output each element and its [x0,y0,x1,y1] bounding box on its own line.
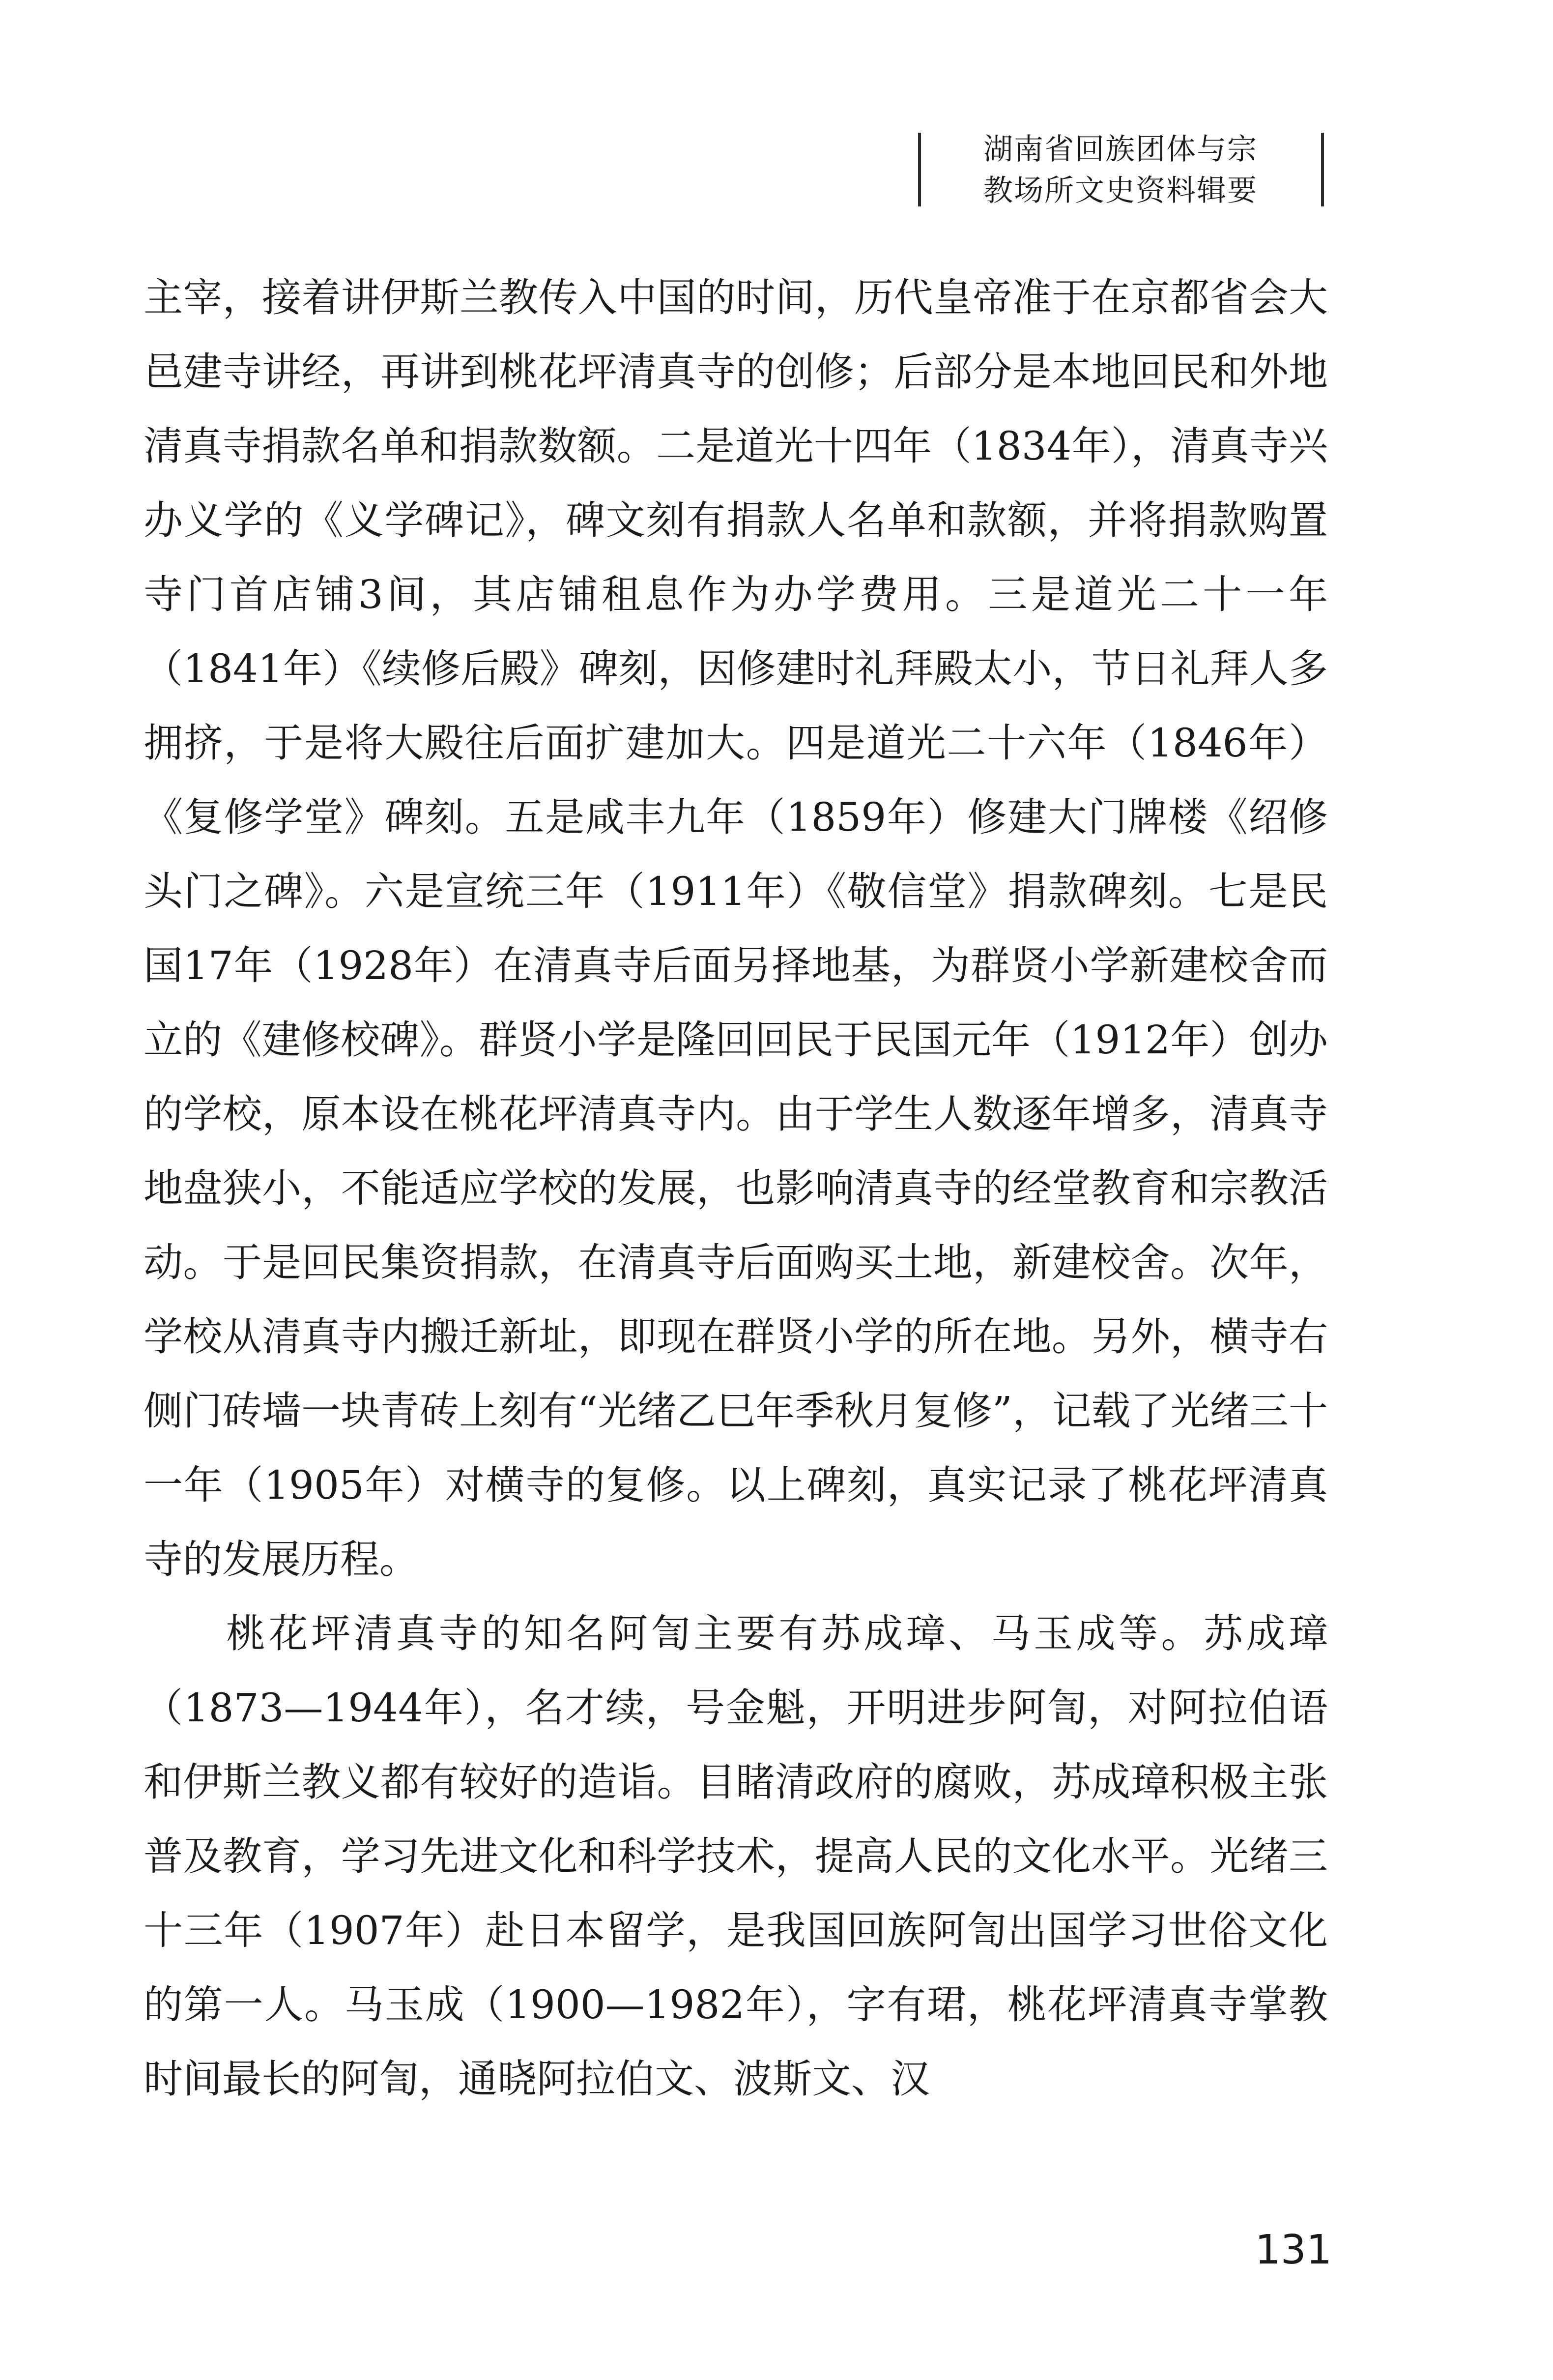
header-rule-right [1321,133,1324,206]
header-rule-left [918,133,921,206]
running-head [934,129,1307,211]
paragraph-continued: 主宰，接着讲伊斯兰教传入中国的时间，历代皇帝准于在京都省会大邑建寺讲经，再讲到桃花坪清真寺的创修；后部分是本地回民和外地清真寺捐款名单和捐款数额。二是道光十四年（1834年），清真寺兴办义学的《义学碑记》，碑文刻有捐款人名单和款额，并将捐款购置寺门首店铺3间，其店铺租息作为办学费用。三是道光二十一年（1841年）《续修后殿》碑刻，因修建时礼拜殿太小，节日礼拜人多拥挤，于是将大殿往后面扩建加大。四是道光二十六年（1846年）《复修学堂》碑刻。五是咸丰九年（1859年）修建大门牌楼《绍修头门之碑》。六是宣统三年（1911年）《敬信堂》捐款碑刻。七是民国17年（1928年）在清真寺后面另择地基，为群贤小学新建校舍而立的《建修校碑》。群贤小学是隆回回民于民国元年（1912年）创办的学校，原本设在桃花坪清真寺内。由于学生人数逐年增多，清真寺地盘狭小，不能适应学校的发展，也影响清真寺的经堂教育和宗教活动。于是回民集资捐款，在清真寺后面购买土地，新建校舍。次年，学校从清真寺内搬迁新址，即现在群贤小学的所在地。另外，横寺右侧门砖墙一块青砖上刻有“光绪乙巳年季秋月复修”，记载了光绪三十一年（1905年）对横寺的复修。以上碑刻，真实记录了桃花坪清真寺的发展历程。 [144,275,1328,1582]
paragraph-imams: 桃花坪清真寺的知名阿訇主要有苏成璋、马玉成等。苏成璋（1873—1944年），名才续，号金魁，开明进步阿訇，对阿拉伯语和伊斯兰教义都有较好的造诣。目睹清政府的腐败，苏成璋积极主张普及教育，学习先进文化和科学技术，提高人民的文化水平。光绪三十三年（1907年）赴日本留学，是我国回族阿訇出国学习世俗文化的第一人。马玉成（1900—1982年），字有珺，桃花坪清真寺掌教时间最长的阿訇，通晓阿拉伯文、波斯文、汉 [144,1611,1328,2102]
body-text [144,261,1328,2116]
page-number: 131 [1255,2227,1332,2273]
running-head-line-1: 湖南省回族团体与宗 [983,132,1258,167]
running-head-line-2: 教场所文史资料辑要 [983,174,1258,208]
